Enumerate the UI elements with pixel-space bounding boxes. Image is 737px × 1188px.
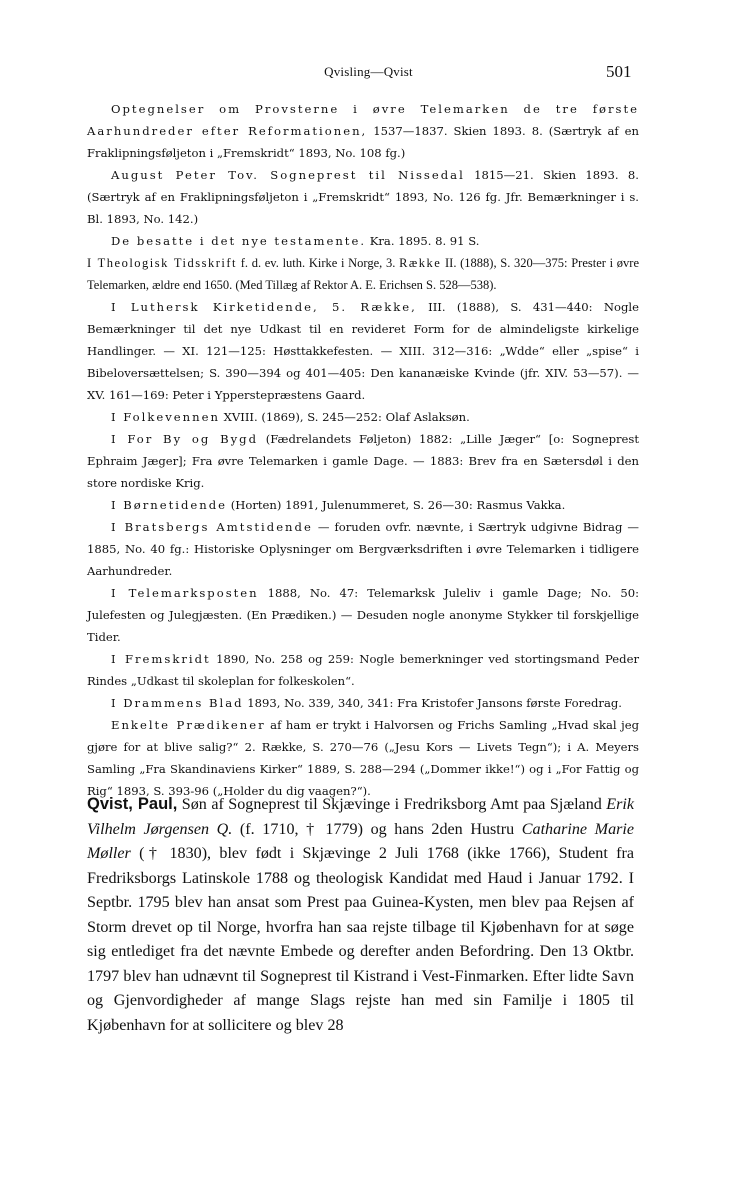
bibliography-section bbox=[87, 98, 639, 802]
bibliography-text: 1890, No. 258 og 259: Nogle bemerkninger ved stortingsmand Peder Rindes „Udkast til skoleplan for folkeskolen“. bbox=[87, 652, 639, 688]
bibliography-title: I Theologisk Tidsskrift bbox=[87, 256, 238, 270]
bibliography-title: De besatte i det nye testamente. bbox=[111, 234, 367, 248]
bibliography-item bbox=[87, 296, 639, 406]
bibliography-title: I Børnetidende bbox=[111, 498, 228, 512]
entry-text: (f. 1710, † 1779) og hans 2den Hustru bbox=[232, 820, 522, 838]
bibliography-title: Række bbox=[399, 256, 442, 270]
bibliography-title: Enkelte Prædikener bbox=[111, 718, 266, 732]
bibliography-title: Optegnelser om Provsterne i øvre Telemarken de tre første Aarhundreder efter Reformationen, bbox=[87, 102, 639, 138]
biography-entry bbox=[87, 792, 634, 1038]
bibliography-item bbox=[87, 406, 639, 428]
running-title: Qvisling—Qvist bbox=[324, 64, 413, 79]
page-number: 501 bbox=[606, 62, 632, 81]
bibliography-title: I Drammens Blad bbox=[111, 696, 244, 710]
bibliography-text: f. d. ev. luth. Kirke i Norge, 3. bbox=[237, 256, 400, 270]
bibliography-text: — foruden ovfr. nævnte, i Særtryk udgivne Bidrag — 1885, No. 40 fg.: Historiske Oplysninger om Bergværksdriften i øvre Telemarken i tidligere Aarhundreder. bbox=[87, 520, 639, 578]
bibliography-title: I Fremskridt bbox=[111, 652, 211, 666]
bibliography-text: (Horten) 1891, Julenummeret, S. 26—30: Rasmus Vakka. bbox=[227, 498, 566, 512]
bibliography-item bbox=[87, 164, 639, 230]
bibliography-title: August Peter Tov. Sogneprest til Nissedal bbox=[111, 168, 465, 182]
bibliography-item bbox=[87, 582, 639, 648]
bibliography-text: af ham er trykt i Halvorsen og Frichs Samling „Hvad skal jeg gjøre for at blive salig?“ 2. Række, S. 270—76 („Jesu Kors — Livets Tegn“); i A. Meyers Samling „Fra Skandinaviens Kirker“ 1889, S. 288—294 („Dommer ikke!“) og i „For Fattig og Rig“ 1893, S. 393-96 („Holder du dig vaagen?“). bbox=[87, 718, 639, 798]
bibliography-text: 1888, No. 47: Telemarksk Juleliv i gamle Dage; No. 50: Julefesten og Julegjæsten. (En Prædiken.) — Desuden nogle anonyme Stykker til forskjellige Tider. bbox=[87, 586, 639, 644]
bibliography-item bbox=[87, 714, 639, 802]
father-name: Erik Vilhelm Jørgensen Q. bbox=[87, 796, 634, 838]
bibliography-item bbox=[87, 428, 639, 494]
bibliography-item bbox=[87, 98, 639, 164]
mother-name: Catharine Marie Møller bbox=[87, 820, 635, 862]
bibliography-text: 1815—21. Skien 1893. 8. (Særtryk af en Fraklipningsføljeton i „Fremskridt“ 1893, No. 126 fg. Jfr. Bemærkninger i s. Bl. 1893, No. 142.) bbox=[87, 168, 639, 226]
bibliography-text: Kra. 1895. 8. 91 S. bbox=[366, 234, 480, 248]
bibliography-text: II. (1888), S. 320—375: Prester i øvre Telemarken, ældre end 1650. (Med Tillæg af Rektor A. E. Erichsen S. 528—538). bbox=[87, 256, 639, 292]
bibliography-text: III. (1888), S. 431—440: Nogle Bemærkninger til det nye Udkast til en revideret Form for de almindeligste kirkelige Handlinger. — XI. 121—125: Høsttakkefesten. — XIII. 312—316: „Wdde“ eller „spise“ i Bibeloversættelsen; S. 390—394 og 401—405: Den kananæiske Kvinde (jfr. XIV. 53—57). — XV. 161—169: Peter i Ypperstepræstens Gaard. bbox=[87, 300, 639, 402]
bibliography-item bbox=[87, 692, 639, 714]
bibliography-text: (Fædrelandets Føljeton) 1882: „Lille Jæger“ [o: Sogneprest Ephraim Jæger]; Fra øvre Telemarken i gamle Dage. — 1883: Brev fra en Sætersdøl i den store nordiske Krig. bbox=[87, 432, 640, 490]
entry-headword: Qvist, Paul, bbox=[87, 795, 178, 813]
bibliography-title: I Folkevennen bbox=[111, 410, 220, 424]
bibliography-text: 1537—1837. Skien 1893. 8. (Særtryk af en Fraklipningsføljeton i „Fremskridt“ 1893, No. 108 fg.) bbox=[87, 124, 639, 160]
bibliography-item bbox=[87, 494, 639, 516]
bibliography-title: I Telemarksposten bbox=[111, 586, 259, 600]
bibliography-item bbox=[87, 252, 639, 296]
bibliography-text: 1893, No. 339, 340, 341: Fra Kristofer Jansons første Foredrag. bbox=[243, 696, 622, 710]
bibliography-item bbox=[87, 230, 639, 252]
entry-text: († 1830), blev født i Skjævinge 2 Juli 1768 (ikke 1766), Student fra Fredriksborgs Latinskole 1788 og theologisk Kandidat med Haud i Januar 1792. I Septbr. 1795 blev han ansat som Prest paa Guinea-Kysten, men blev paa Rejsen af Storm drevet op til Norge, hvorfra han saa rejste tilbage til Kjøbenhavn for at søge sig entlediget fra det nævnte Embede og derefter anden Befordring. Den 13 Oktbr. 1797 blev han udnævnt til Sogneprest til Kistrand i Vest-Finmarken. Efter lidte Savn og Gjenvordigheder af mange Slags rejste han med sin Familje i 1805 til Kjøbenhavn for at sollicitere og blev 28 bbox=[87, 845, 634, 1034]
entry-text: Søn af Sogneprest til Skjævinge i Fredriksborg Amt paa Sjæland bbox=[177, 796, 607, 813]
bibliography-title: I For By og Bygd bbox=[111, 432, 258, 446]
bibliography-title: I Luthersk Kirketidende, 5. Række, bbox=[111, 300, 417, 314]
bibliography-item bbox=[87, 648, 639, 692]
bibliography-item bbox=[87, 516, 639, 582]
bibliography-text: XVIII. (1869), S. 245—252: Olaf Aslaksøn. bbox=[219, 410, 470, 424]
bibliography-title: I Bratsbergs Amtstidende bbox=[111, 520, 313, 534]
